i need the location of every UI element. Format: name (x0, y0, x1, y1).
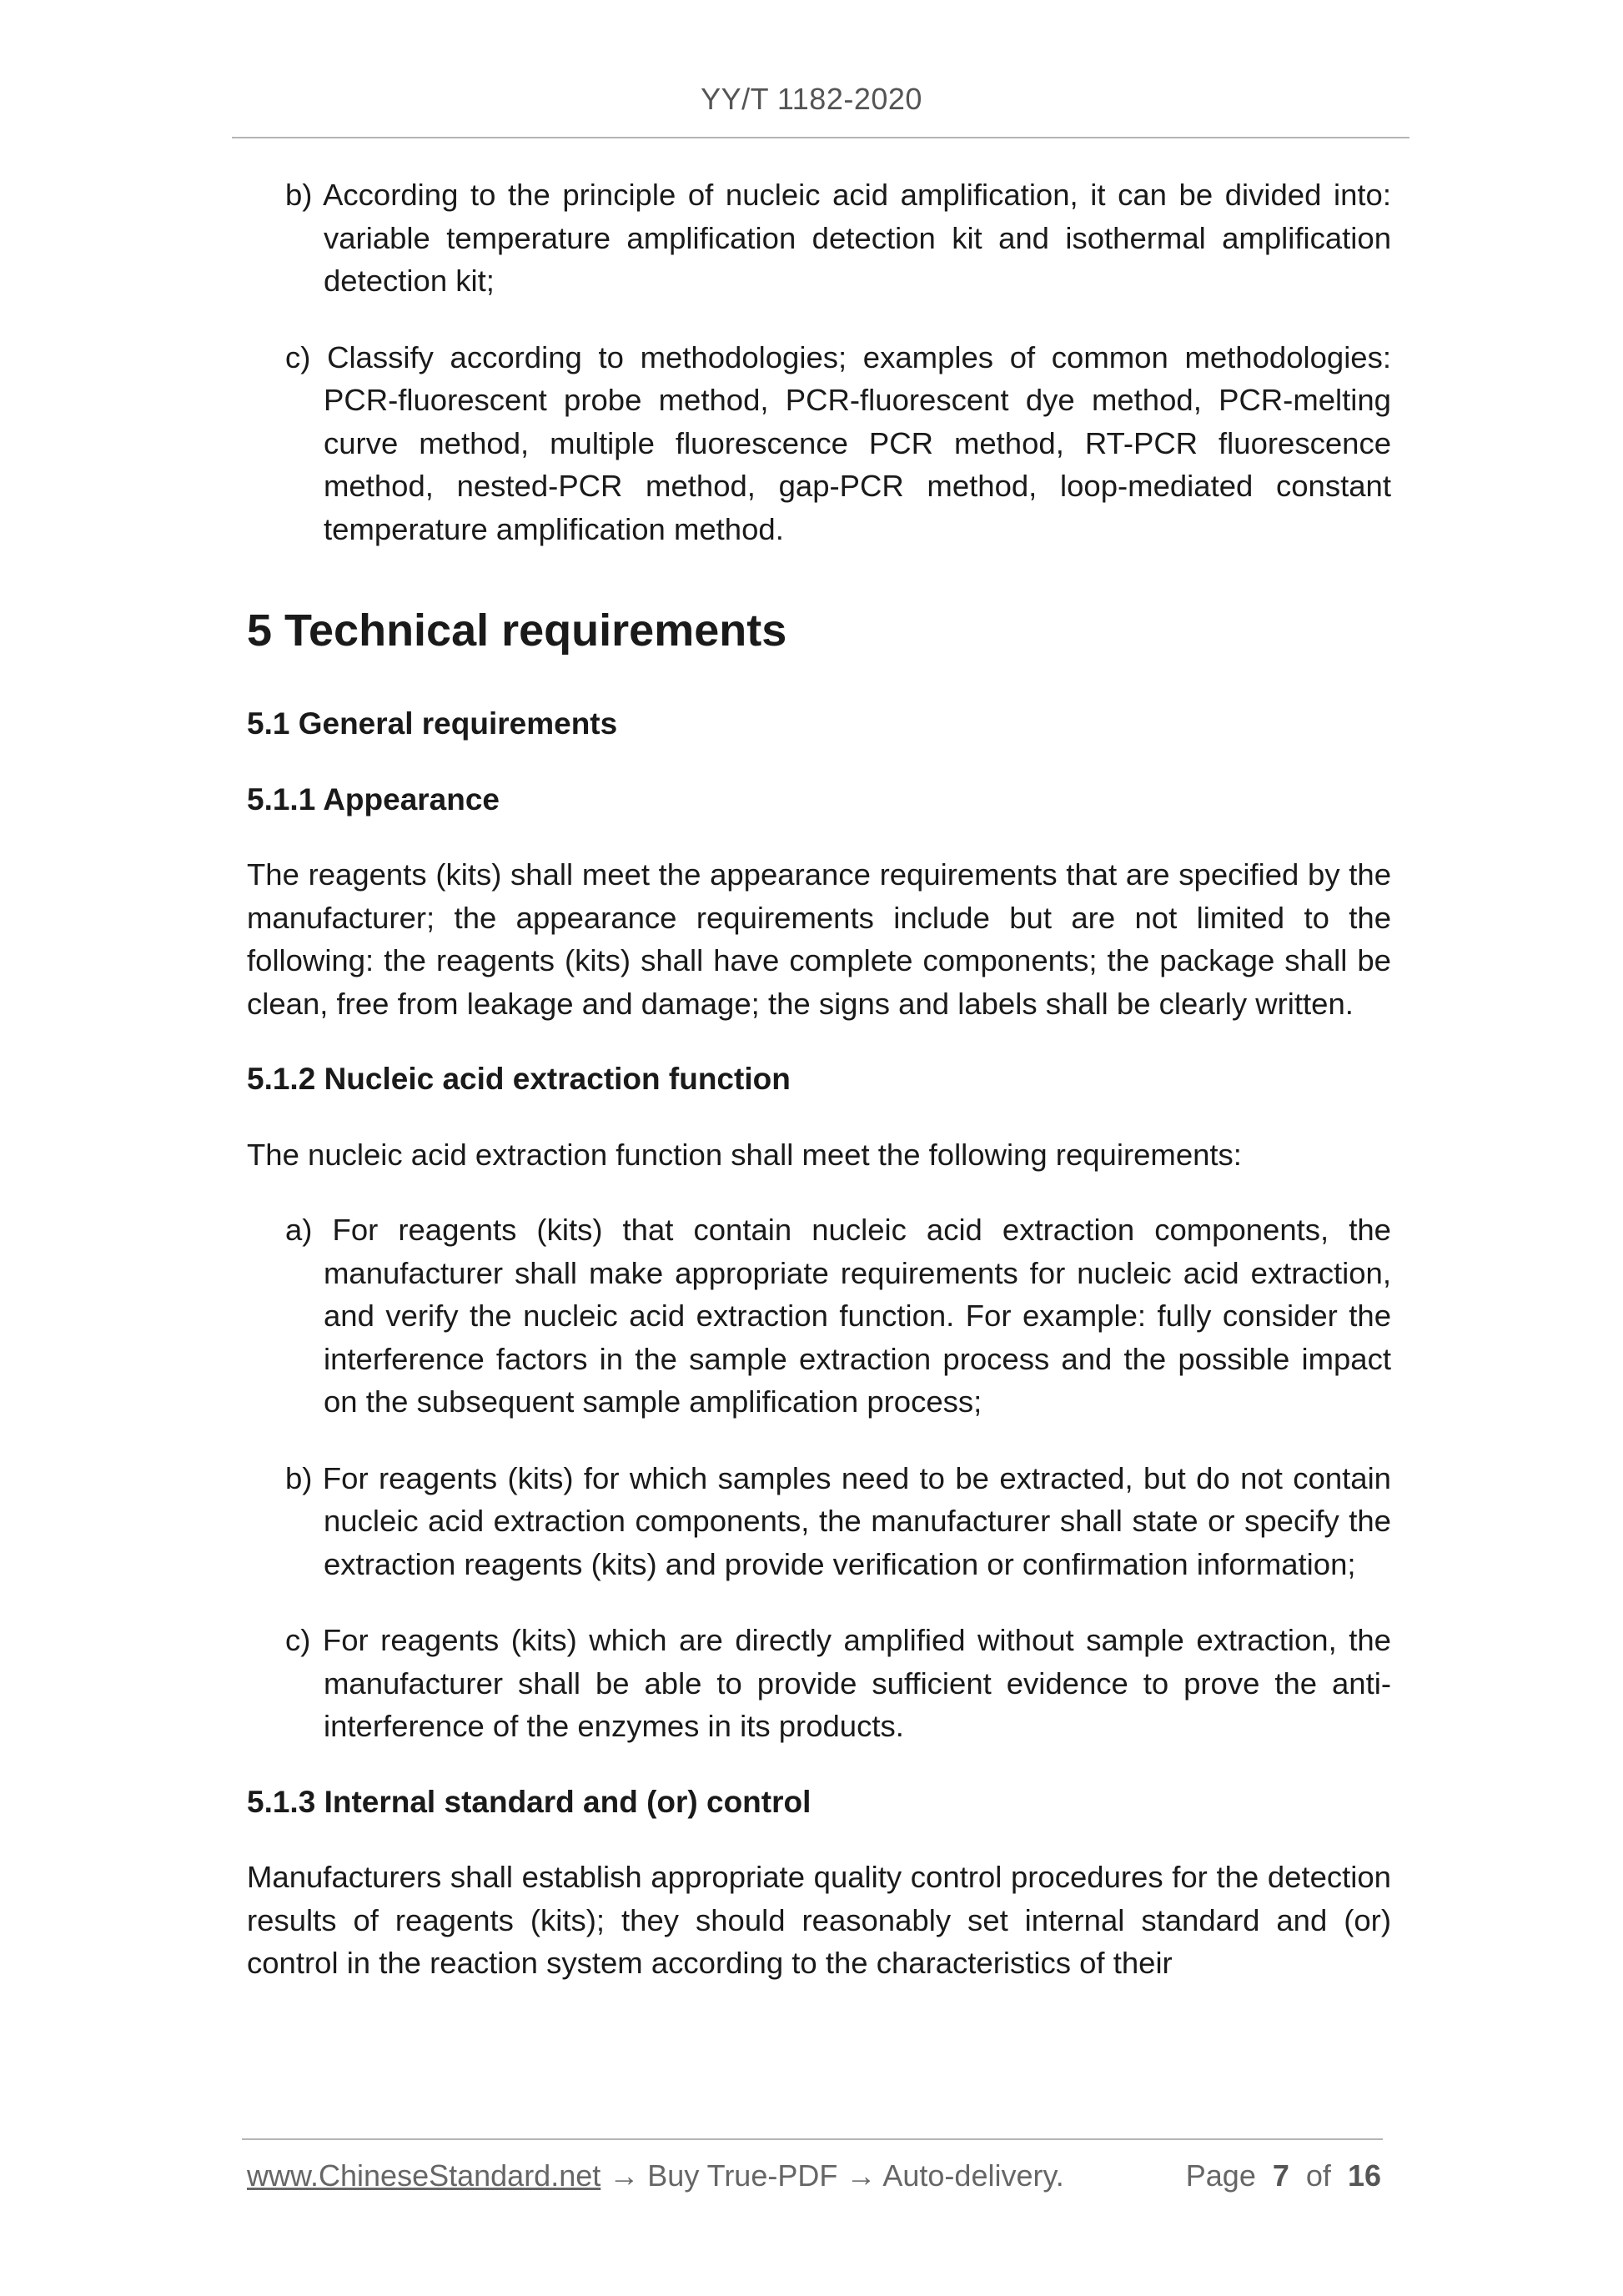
auto-delivery-text: Auto-delivery. (882, 2158, 1064, 2193)
list-marker: c) (285, 339, 311, 374)
list-item-c-methodologies (285, 336, 1391, 551)
page-total: 16 (1347, 2158, 1381, 2193)
section-5-1-heading: 5.1 General requirements (247, 706, 618, 741)
arrow-right-icon: → (609, 2158, 640, 2193)
section-5-1-1-heading: 5.1.1 Appearance (247, 781, 500, 816)
list-item-text: For reagents (kits) for which samples need to be extracted, but do not contain nucleic acid extraction components, the manufacturer shall state or specify the extraction reagents (kits) and provide verification or confirmation information; (322, 1460, 1391, 1581)
list-item-text: According to the principle of nucleic acid amplification, it can be divided into: variable temperature amplification detection kit and isothermal amplification detection kit; (323, 178, 1391, 298)
list-item-b-extraction-required (285, 1457, 1391, 1586)
page-content (247, 173, 1391, 1985)
list-marker: b) (285, 178, 313, 212)
header-divider (232, 137, 1409, 138)
arrow-right-icon: → (846, 2158, 877, 2193)
list-item-text: Classify according to methodologies; examples of common methodologies: PCR-fluorescent probe method, PCR-fluorescent dye method, PCR-melting curve method, multiple fluorescence PCR method, RT-PCR fluorescence method, nested-PCR method, gap-PCR method, loop-mediated constant temperature amplification method. (324, 339, 1391, 546)
section-5-1-3-heading: 5.1.3 Internal standard and (or) control (247, 1784, 812, 1819)
page-of-label: of (1305, 2158, 1331, 2193)
page-label: Page (1185, 2158, 1256, 2193)
website-link[interactable]: www.ChineseStandard.net (247, 2158, 601, 2193)
document-id-header: YY/T 1182-2020 (701, 82, 922, 116)
page-number (1186, 2156, 1381, 2196)
list-marker: c) (285, 1623, 311, 1657)
list-marker: a) (285, 1213, 313, 1247)
list-item-text: For reagents (kits) that contain nucleic acid extraction components, the manufacturer shall make appropriate requirements for nucleic acid extraction, and verify the nucleic acid extraction function. For example: fully consider the interference factors in the sample extraction process and the possible impact on the subsequent sample amplification process; (324, 1213, 1391, 1419)
list-item-a-extraction-components (285, 1208, 1391, 1424)
section-5-heading: 5 Technical requirements (247, 605, 787, 656)
section-5-1-2-intro: The nucleic acid extraction function shall meet the following requirements: (247, 1137, 1242, 1172)
list-item-b-classification (285, 173, 1391, 303)
list-item-c-direct-amplification (285, 1619, 1391, 1748)
list-marker: b) (285, 1460, 313, 1495)
buy-true-pdf-text: Buy True-PDF (647, 2158, 838, 2193)
section-5-1-3-paragraph: Manufacturers shall establish appropriate quality control procedures for the detection results of reagents (kits); they should reasonably set internal standard and (or) control in the reaction system according to the characteristics of their (247, 1860, 1391, 1980)
page-footer (247, 2156, 1381, 2196)
section-5-1-1-paragraph: The reagents (kits) shall meet the appearance requirements that are specified by the manufacturer; the appearance requirements include but are not limited to the following: the reagents (kits) shall have complete components; the package shall be clean, free from leakage and damage; the signs and labels shall be clearly written. (247, 857, 1391, 1021)
section-5-1-2-heading: 5.1.2 Nucleic acid extraction function (247, 1062, 791, 1096)
footer-divider (242, 2138, 1383, 2140)
list-item-text: For reagents (kits) which are directly amplified without sample extraction, the manufacturer shall be able to provide sufficient evidence to prove the anti-interference of the enzymes in its products. (322, 1623, 1391, 1743)
page-current: 7 (1272, 2158, 1289, 2193)
